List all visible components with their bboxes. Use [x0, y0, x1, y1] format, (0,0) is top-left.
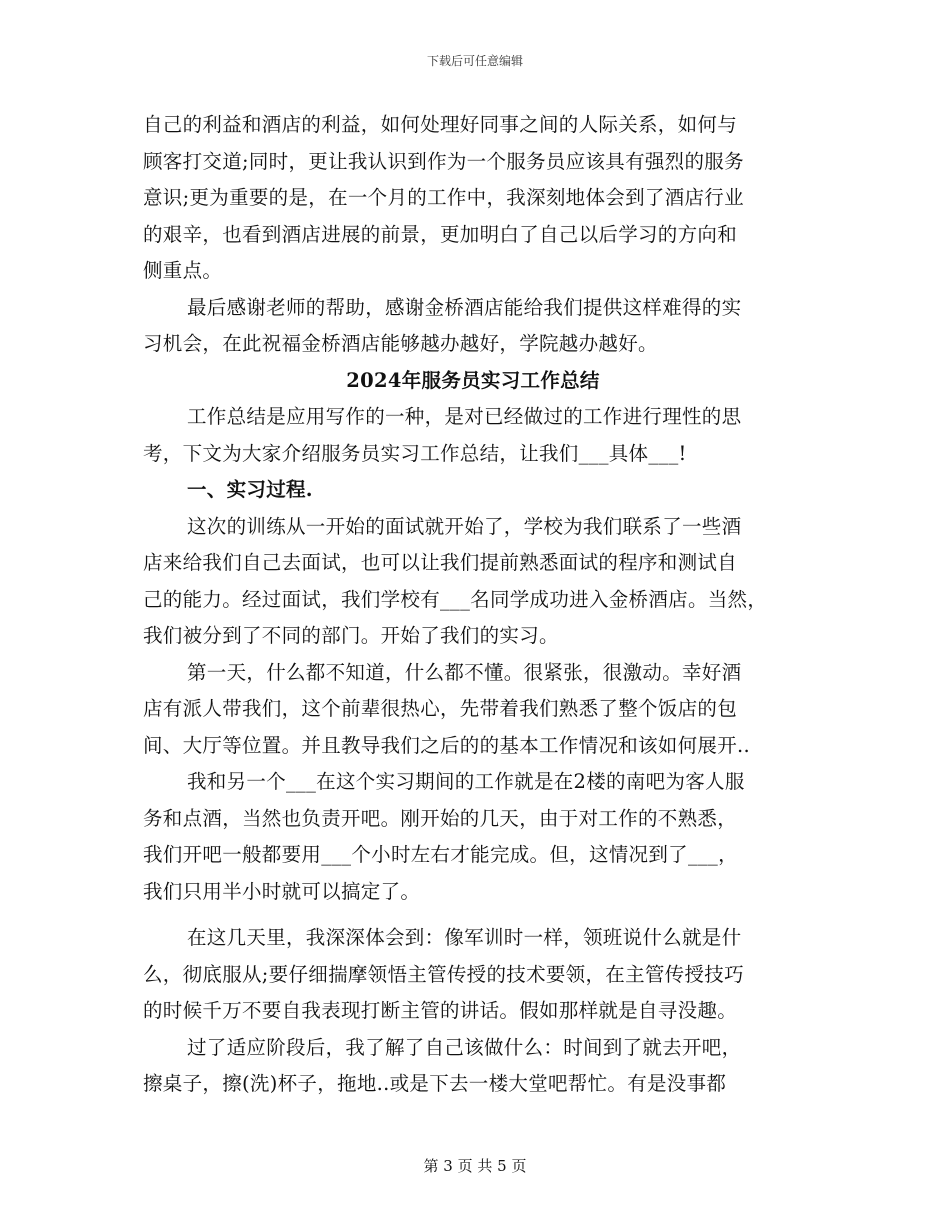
subsection-heading: 一、实习过程. [187, 478, 313, 501]
paragraph-line: 自己的利益和酒店的利益，如何处理好同事之间的人际关系，如何与 [143, 113, 738, 136]
paragraph-line: 的时候千万不要自我表现打断主管的讲话。假如那样就是自寻没趣。 [143, 999, 738, 1022]
paragraph-line: 我们只用半小时就可以搞定了。 [143, 879, 421, 903]
page-header: 下载后可任意编辑 [426, 54, 523, 68]
paragraph-line: 我们开吧一般都要用___个小时左右才能完成。但，这情况到了___， [143, 843, 738, 866]
paragraph-line: 我们被分到了不同的部门。开始了我们的实习。 [143, 624, 559, 647]
paragraph-line: 这次的训练从一开始的面试就开始了，学校为我们联系了一些酒 [187, 514, 742, 538]
paragraph-line: 侧重点。 [143, 259, 223, 282]
paragraph-line: 最后感谢老师的帮助，感谢金桥酒店能给我们提供这样难得的实 [187, 295, 742, 319]
paragraph-line: 顾客打交道;同时，更让我认识到作为一个服务员应该具有强烈的服务 [143, 149, 744, 173]
section-title: 2024年服务员实习工作总结 [346, 368, 600, 392]
paragraph-line: 己的能力。经过面试，我们学校有___名同学成功进入金桥酒店。当然， [143, 587, 768, 611]
paragraph-line: 第一天，什么都不知道，什么都不懂。很紧张，很激动。幸好酒 [187, 660, 742, 684]
paragraph-line: 意识;更为重要的是，在一个月的工作中，我深刻地体会到了酒店行业 [143, 186, 744, 209]
paragraph-line: 么，彻底服从;要仔细揣摩领悟主管传授的技术要领，在主管传授技巧 [143, 962, 744, 986]
paragraph-line: 务和点酒，当然也负责开吧。刚开始的几天，由于对工作的不熟悉， [143, 806, 738, 830]
paragraph-line: 店来给我们自己去面试，也可以让我们提前熟悉面试的程序和测试自 [143, 551, 738, 574]
paragraph-line: 习机会，在此祝福金桥酒店能够越办越好，学院越办越好。 [143, 332, 658, 355]
paragraph-line: 在这几天里，我深深体会到：像军训时一样，领班说什么就是什 [187, 926, 742, 949]
paragraph-line: 工作总结是应用写作的一种，是对已经做过的工作进行理性的思 [187, 405, 742, 428]
paragraph-line: 店有派人带我们，这个前辈很热心，先带着我们熟悉了整个饭店的包 [143, 697, 738, 720]
document-body [143, 107, 803, 1103]
paragraph-line: 间、大厅等位置。并且教导我们之后的的基本工作情况和该如何展开.. [143, 733, 750, 757]
paragraph-line: 考，下文为大家介绍服务员实习工作总结，让我们___具体___! [143, 441, 687, 465]
paragraph-line: 过了适应阶段后，我了解了自己该做什么：时间到了就去开吧， [187, 1035, 742, 1059]
page-footer: 第 3 页 共 5 页 [423, 1157, 527, 1175]
paragraph-line: 的艰辛，也看到酒店进展的前景，更加明白了自己以后学习的方向和 [143, 222, 738, 246]
paragraph-line: 我和另一个___在这个实习期间的工作就是在2楼的南吧为客人服 [187, 770, 745, 793]
paragraph-line: 擦桌子，擦(洗)杯子，拖地..或是下去一楼大堂吧帮忙。有是没事都 [143, 1072, 727, 1095]
paragraph-gap [143, 910, 803, 920]
